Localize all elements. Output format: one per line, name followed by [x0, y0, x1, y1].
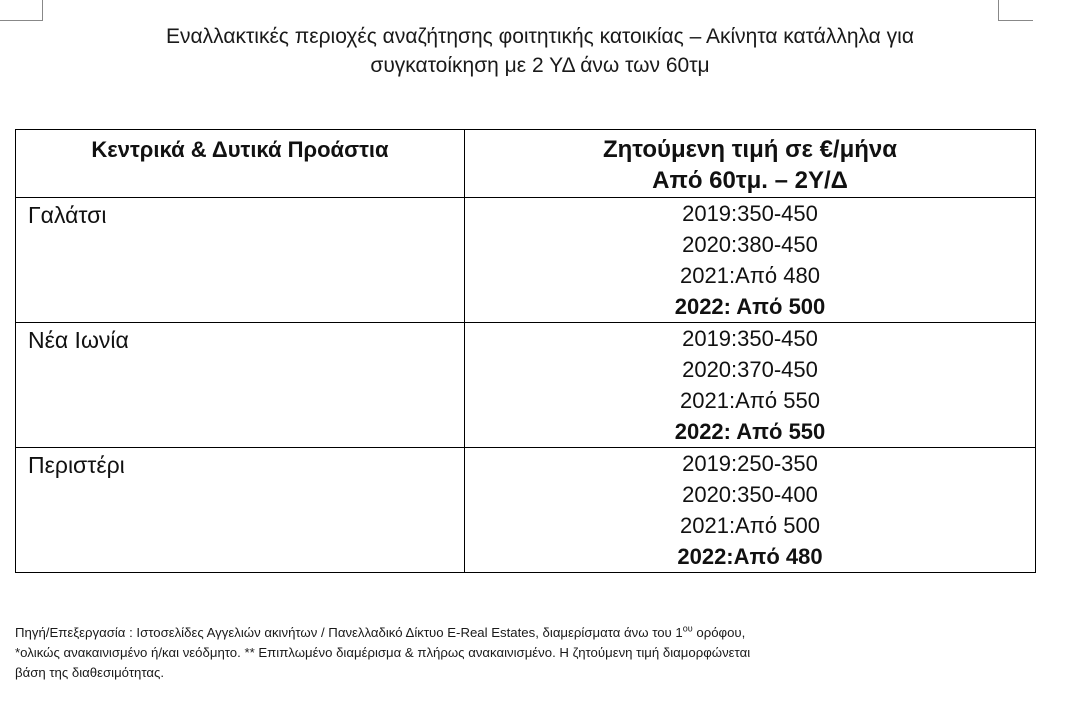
area-name: Νέα Ιωνία — [16, 323, 465, 448]
footnote-ordinal-sup: ου — [682, 623, 693, 634]
footnote-line-1-end: ορόφου, — [692, 625, 746, 640]
page-corner-mark-right — [998, 0, 1033, 21]
price-2019: 2019:350-450 — [682, 326, 818, 351]
header-price — [465, 130, 1036, 198]
footnote-line-3: βάση της διαθεσιμότητας. — [15, 665, 165, 680]
area-name: Γαλάτσι — [16, 198, 465, 323]
source-footnote — [15, 623, 1055, 683]
table-row-peristeri — [16, 448, 1036, 573]
price-2022: 2022:Από 480 — [677, 544, 823, 569]
footnote-line-1-text: Πηγή/Επεξεργασία : Ιστοσελίδες Αγγελιών ακινήτων / Πανελλαδικό Δίκτυο E-Real Estates, διαμερίσματα άνω του 1 — [15, 625, 683, 640]
page-corner-mark-left — [0, 0, 43, 21]
document-title — [40, 22, 1040, 80]
price-cell — [465, 323, 1036, 448]
header-price-line-2: Από 60τμ. – 2Υ/Δ — [652, 167, 848, 194]
price-2022: 2022: Από 500 — [674, 294, 826, 319]
price-2022: 2022: Από 550 — [674, 419, 826, 444]
footnote-line-1 — [15, 623, 1055, 643]
price-table — [15, 129, 1036, 573]
price-2019: 2019:250-350 — [682, 451, 818, 476]
price-2020: 2020:370-450 — [682, 357, 818, 382]
area-name: Περιστέρι — [16, 448, 465, 573]
price-cell — [465, 198, 1036, 323]
price-2021: 2021:Από 480 — [680, 263, 820, 288]
price-cell — [465, 448, 1036, 573]
table-row-galatsi — [16, 198, 1036, 323]
title-line-1: Εναλλακτικές περιοχές αναζήτησης φοιτητικής κατοικίας – Ακίνητα κατάλληλα για — [166, 25, 914, 48]
table-row-nea-ionia — [16, 323, 1036, 448]
price-2019: 2019:350-450 — [682, 201, 818, 226]
price-2020: 2020:350-400 — [682, 482, 818, 507]
footnote-line-2: *ολικώς ανακαινισμένο ή/και νεόδμητο. ** Επιπλωμένο διαμέρισμα & πλήρως ανακαινισμένο. Η ζητούμενη τιμή διαμορφώνεται — [15, 645, 751, 660]
price-2021: 2021:Από 550 — [680, 388, 820, 413]
price-2020: 2020:380-450 — [682, 232, 818, 257]
title-line-2: συγκατοίκηση με 2 ΥΔ άνω των 60τμ — [370, 54, 710, 77]
table-header-row — [16, 130, 1036, 198]
header-price-line-1: Ζητούμενη τιμή σε €/μήνα — [602, 136, 898, 163]
price-2021: 2021:Από 500 — [680, 513, 820, 538]
header-area: Κεντρικά & Δυτικά Προάστια — [16, 130, 465, 198]
